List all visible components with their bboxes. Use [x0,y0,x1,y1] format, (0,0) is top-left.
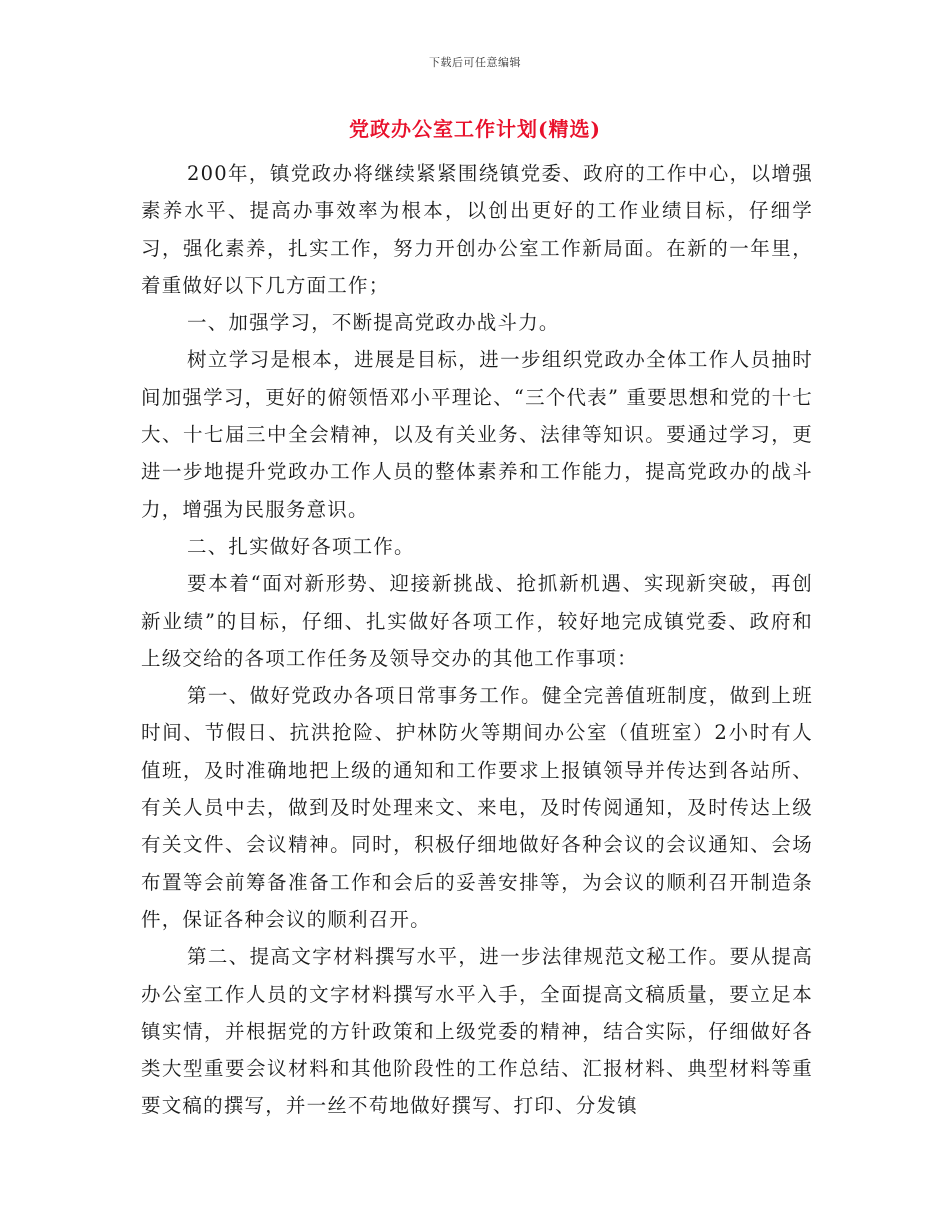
paragraph-item-2: 第二、提高文字材料撰写水平，进一步法律规范文秘工作。要从提高办公室工作人员的文字材料撰写水平入手，全面提高文稿质量，要立足本镇实情，并根据党的方针政策和上级党委的精神，结合实际，仔细做好各类大型重要会议材料和其他阶段性的工作总结、汇报材料、典型材料等重要文稿的撰写，并一丝不苟地做好撰写、打印、分发镇 [141,945,813,1118]
paragraph-intro: 200年，镇党政办将继续紧紧围绕镇党委、政府的工作中心，以增强素养水平、提高办事效率为根本，以创出更好的工作业绩目标，仔细学习，强化素养，扎实工作，努力开创办公室工作新局面。在新的一年里，着重做好以下几方面工作； [141,162,813,297]
section-heading-2: 二、扎实做好各项工作。 [187,534,415,558]
document-title: 党政办公室工作计划(精选) [349,117,601,141]
header-note: 下载后可任意编辑 [429,56,521,69]
paragraph-study: 树立学习是根本，进展是目标，进一步组织党政办全体工作人员抽时间加强学习，更好的俯领悟邓小平理论、“三个代表” 重要思想和党的十七大、十七届三中全会精神，以及有关业务、法律等知识。要通过学习，更进一步地提升党政办工作人员的整体素养和工作能力，提高党政办的战斗力，增强为民服务意识。 [141,348,813,521]
section-heading-1: 一、加强学习，不断提高党政办战斗力。 [187,311,560,335]
paragraph-goals: 要本着“面对新形势、迎接新挑战、抢抓新机遇、实现新突破，再创新业绩”的目标，仔细、扎实做好各项工作，较好地完成镇党委、政府和上级交给的各项工作任务及领导交办的其他工作事项： [141,572,813,670]
paragraph-item-1: 第一、做好党政办各项日常事务工作。健全完善值班制度，做到上班时间、节假日、抗洪抢险、护林防火等期间办公室（值班室）2小时有人值班，及时准确地把上级的通知和工作要求上报镇领导并传达到各站所、有关人员中去，做到及时处理来文、来电，及时传阅通知，及时传达上级有关文件、会议精神。同时，积极仔细地做好各种会议的会议通知、会场布置等会前筹备准备工作和会后的妥善安排等，为会议的顺利召开制造条件，保证各种会议的顺利召开。 [141,684,813,931]
document-body [141,155,813,1125]
